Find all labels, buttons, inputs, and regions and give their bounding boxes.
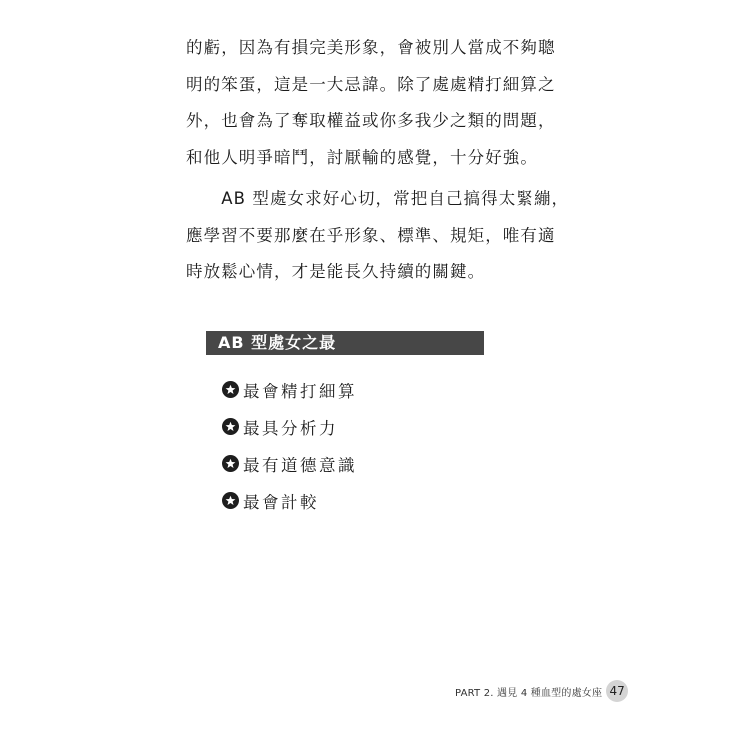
star-in-circle-icon: [222, 455, 239, 472]
section-heading-bar: [206, 331, 484, 355]
list-item: [222, 445, 357, 482]
text-line: 的虧，因為有損完美形象，會被別人當成不夠聰: [186, 38, 556, 57]
list-item: [222, 371, 357, 408]
text-line: AB 型處女求好心切，常把自己搞得太緊繃，: [186, 189, 570, 208]
text-line: 和他人明爭暗鬥，討厭輸的感覺，十分好強。: [186, 147, 538, 167]
body-text: [186, 30, 570, 291]
list-item-label: 最具分析力: [243, 418, 338, 438]
text-line: 外，也會為了奪取權益或你多我少之類的問題，: [186, 111, 556, 130]
page-number-badge: 47: [606, 680, 628, 702]
best-traits-list: [222, 371, 357, 519]
paragraph: [186, 30, 566, 176]
list-item-label: 最會精打細算: [243, 381, 357, 401]
star-in-circle-icon: [222, 492, 239, 509]
text-line: 時放鬆心情，才是能長久持續的關鍵。: [186, 262, 486, 281]
section-heading: AB 型處女之最: [218, 333, 337, 352]
star-in-circle-icon: [222, 381, 239, 398]
list-item: [222, 482, 357, 519]
star-in-circle-icon: [222, 418, 239, 435]
paragraph: [186, 181, 570, 291]
running-title: PART 2. 遇見 4 種血型的處女座: [455, 687, 603, 699]
list-item: [222, 408, 357, 445]
list-item-label: 最有道德意識: [243, 455, 357, 475]
page-footer: [455, 680, 628, 702]
text-line: 明的笨蛋，這是一大忌諱。除了處處精打細算之: [186, 74, 556, 94]
text-line: 應學習不要那麼在乎形象、標準、規矩，唯有適: [186, 225, 556, 245]
list-item-label: 最會計較: [243, 492, 319, 512]
